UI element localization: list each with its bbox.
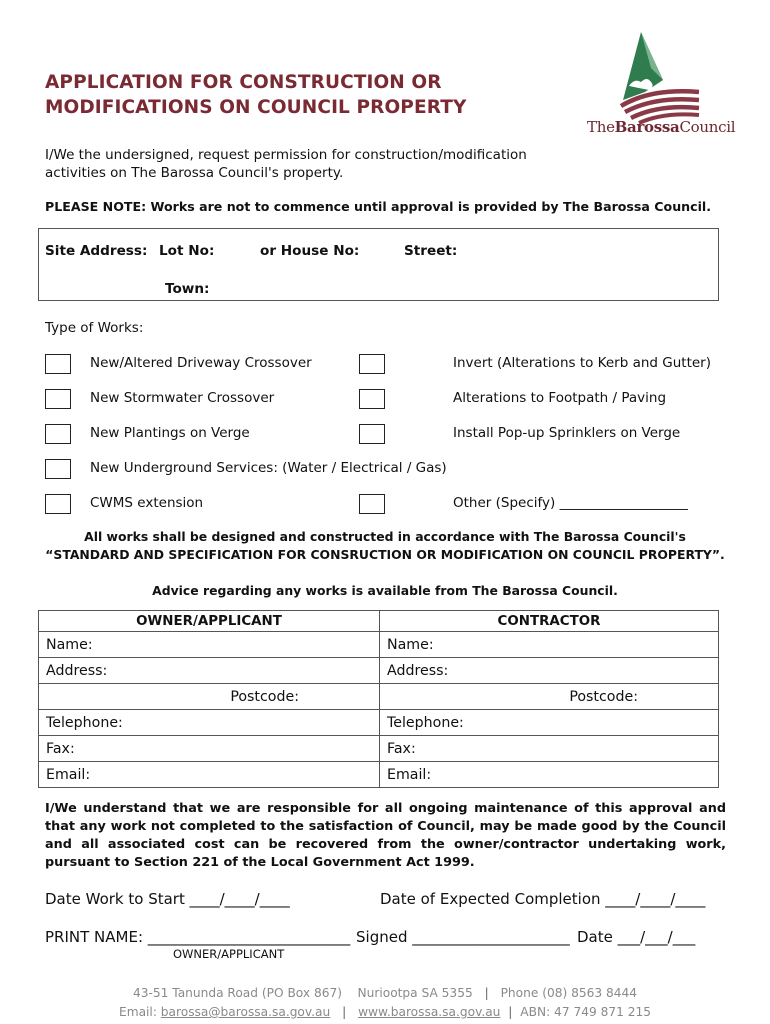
site-address-label: Site Address: [45, 243, 148, 259]
print-name-field[interactable]: PRINT NAME: ___________________________ [45, 928, 351, 946]
work-label-footpath-paving: Alterations to Footpath / Paving [453, 390, 667, 406]
checkbox-other[interactable] [359, 494, 385, 514]
work-label-driveway-crossover: New/Altered Driveway Crossover [90, 355, 312, 371]
lot-no-label: Lot No: [159, 243, 215, 259]
intro-paragraph [45, 146, 565, 182]
owner-applicant-heading: OWNER/APPLICANT [39, 611, 380, 632]
footer-divider: | [508, 1005, 513, 1019]
street-label: Street: [404, 243, 458, 259]
intro-line-2: activities on The Barossa Council's property. [45, 165, 344, 181]
title-line-2: MODIFICATIONS ON COUNCIL PROPERTY [45, 97, 467, 118]
work-label-stormwater-crossover: New Stormwater Crossover [90, 390, 275, 406]
town-label: Town: [165, 281, 210, 297]
checkbox-footpath-paving[interactable] [359, 389, 385, 409]
work-label-other: Other (Specify) ___________________ [453, 495, 688, 511]
work-label-underground-services: New Underground Services: (Water / Electrical / Gas) [90, 460, 447, 476]
standards-line-1: All works shall be designed and constructed in accordance with The Barossa Council's [84, 529, 686, 544]
checkbox-invert[interactable] [359, 354, 385, 374]
contractor-telephone-field[interactable]: Telephone: [380, 710, 719, 736]
checkbox-cwms-extension[interactable] [45, 494, 71, 514]
house-no-label: or House No: [260, 243, 360, 259]
logo-text-council: Council [679, 118, 736, 136]
footer-divider: | [484, 986, 489, 1000]
work-label-pop-up-sprinklers: Install Pop-up Sprinklers on Verge [453, 425, 681, 441]
contractor-postcode-field[interactable]: Postcode: [380, 684, 719, 710]
intro-line-1: I/We the undersigned, request permission for construction/modification [45, 147, 527, 163]
logo-text-the: The [587, 118, 615, 136]
contractor-email-field[interactable]: Email: [380, 762, 719, 788]
checkbox-driveway-crossover[interactable] [45, 354, 71, 374]
logo-wordmark [587, 118, 735, 136]
contractor-heading: CONTRACTOR [380, 611, 719, 632]
checkbox-stormwater-crossover[interactable] [45, 389, 71, 409]
undertaking-paragraph: I/We understand that we are responsible for all ongoing maintenance of this approval and that any work not completed to the satisfaction of Council, may be made good by the Council and all associated cost can be recovered from the owner/contractor undertaking work, pursuant to Section 221 of the Local Government Act 1999. [45, 801, 726, 870]
standards-line-2: “STANDARD AND SPECIFICATION FOR CONSRUCTION OR MODIFICATION ON COUNCIL PROPERTY”. [45, 547, 725, 562]
owner-telephone-field[interactable]: Telephone: [39, 710, 380, 736]
footer-abn: ABN: 47 749 871 215 [520, 1005, 651, 1019]
site-address-box[interactable] [38, 228, 719, 301]
signature-date-field[interactable]: Date ___/___/___ [577, 928, 696, 946]
work-label-plantings-verge: New Plantings on Verge [90, 425, 250, 441]
owner-email-field[interactable]: Email: [39, 762, 380, 788]
footer-phone: Phone (08) 8563 8444 [500, 986, 637, 1000]
logo-text-barossa: Barossa [614, 118, 680, 136]
owner-fax-field[interactable]: Fax: [39, 736, 380, 762]
owner-name-field[interactable]: Name: [39, 632, 380, 658]
owner-applicant-caption: OWNER/APPLICANT [173, 947, 285, 961]
date-expected-completion[interactable]: Date of Expected Completion ____/____/____ [380, 890, 706, 908]
please-note: PLEASE NOTE: Works are not to commence until approval is provided by The Barossa Council. [45, 199, 712, 214]
type-of-works-heading: Type of Works: [45, 320, 144, 336]
contractor-fax-field[interactable]: Fax: [380, 736, 719, 762]
owner-address-field[interactable]: Address: [39, 658, 380, 684]
footer-email-label: Email: [119, 1005, 157, 1019]
date-work-start[interactable]: Date Work to Start ____/____/____ [45, 890, 290, 908]
owner-postcode-field[interactable]: Postcode: [39, 684, 380, 710]
checkbox-pop-up-sprinklers[interactable] [359, 424, 385, 444]
checkbox-underground-services[interactable] [45, 459, 71, 479]
title-line-1: APPLICATION FOR CONSTRUCTION OR [45, 72, 442, 93]
contractor-name-field[interactable]: Name: [380, 632, 719, 658]
footer-address: 43-51 Tanunda Road (PO Box 867) [132, 986, 342, 1000]
work-label-cwms-extension: CWMS extension [90, 495, 204, 511]
work-label-invert: Invert (Alterations to Kerb and Gutter) [453, 355, 711, 371]
footer-divider: | [342, 1005, 347, 1019]
footer-website-link[interactable]: www.barossa.sa.gov.au [358, 1005, 501, 1019]
footer-line-1 [0, 986, 770, 1000]
footer-email-link[interactable]: barossa@barossa.sa.gov.au [160, 1005, 331, 1019]
form-title [45, 70, 565, 120]
advice-line: Advice regarding any works is available from The Barossa Council. [152, 583, 618, 598]
footer-town: Nuriootpa SA 5355 [357, 986, 473, 1000]
contact-details-table [38, 610, 719, 788]
checkbox-plantings-verge[interactable] [45, 424, 71, 444]
signed-field[interactable]: Signed _____________________ [356, 928, 570, 946]
footer-line-2 [0, 1005, 770, 1019]
contractor-address-field[interactable]: Address: [380, 658, 719, 684]
